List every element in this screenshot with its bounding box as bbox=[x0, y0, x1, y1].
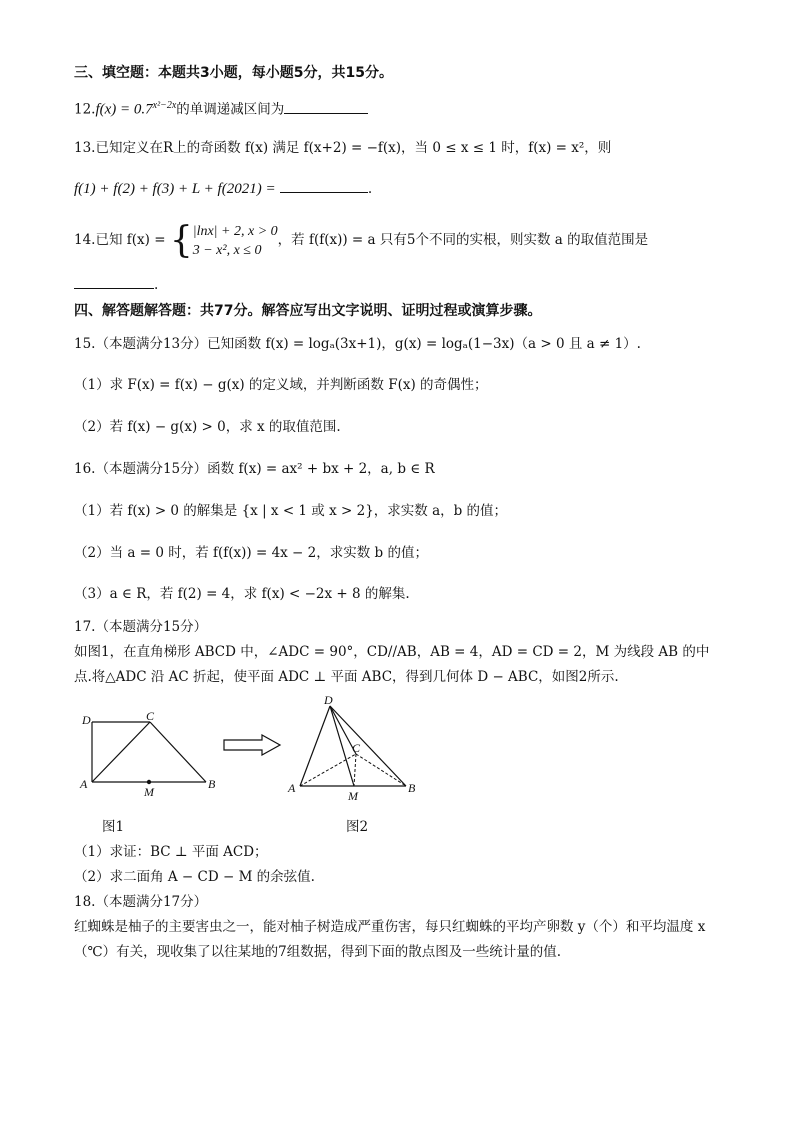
fig1-label-a: A bbox=[80, 777, 88, 791]
q12-text: 的单调递减区间为 bbox=[176, 101, 285, 118]
q12-answer-blank[interactable] bbox=[284, 101, 368, 114]
fig1-point-m bbox=[147, 780, 151, 784]
q15-header: 15.（本题满分13分）已知函数 f(x) = logₐ(3x+1)，g(x) = logₐ(1−3x)（a > 0 且 a ≠ 1）. bbox=[74, 336, 641, 352]
q13-number: 13. bbox=[74, 140, 96, 156]
q17-part-1: （1）求证：BC ⊥ 平面 ACD； bbox=[74, 844, 268, 860]
q14-case-1: |lnx| + 2, x > 0 bbox=[192, 223, 278, 239]
q18-line-2: （℃）有关，现收集了以往某地的7组数据，得到下面的散点图及一些统计量的值. bbox=[74, 944, 561, 960]
fig1-label-m: M bbox=[144, 785, 154, 799]
fig2-label-d: D bbox=[324, 694, 333, 707]
fold-arrow-icon bbox=[222, 734, 284, 756]
figure-1-caption: 图1 bbox=[102, 819, 125, 835]
q14-answer-line: . bbox=[74, 276, 158, 294]
q16-part-1: （1）若 f(x) > 0 的解集是 {x | x < 1 或 x > 2}，求实数 a，b 的值； bbox=[74, 503, 508, 519]
fig2-label-b: B bbox=[408, 781, 416, 795]
q14-suffix: ，若 f(f(x)) = a 只有5个不同的实根，则实数 a 的取值范围是 bbox=[277, 232, 649, 248]
figure-2-tetrahedron bbox=[286, 694, 422, 806]
fig2-edge-cm bbox=[354, 754, 356, 786]
question-14 bbox=[74, 220, 648, 260]
question-13-line1 bbox=[74, 139, 611, 157]
q18-line-1: 红蜘蛛是柚子的主要害虫之一，能对柚子树造成严重伤害，每只红蜘蛛的平均产卵数 y（个）和平均温度 x bbox=[74, 919, 706, 935]
q17-header: 17.（本题满分15分） bbox=[74, 619, 208, 635]
q12-exponent: x²−2x bbox=[152, 100, 177, 111]
fig2-edge-ac bbox=[300, 754, 356, 786]
section-3-title: 三、填空题：本题共3小题，每小题5分，共15分。 bbox=[74, 65, 393, 81]
q16-part-3: （3）a ∈ R，若 f(2) = 4，求 f(x) < −2x + 8 的解集. bbox=[74, 586, 410, 602]
fig2-edge-cb bbox=[356, 754, 406, 786]
fig2-label-m: M bbox=[348, 789, 358, 803]
q14-case-2: 3 − x², x ≤ 0 bbox=[192, 242, 262, 258]
q13-sum-expression: f(1) + f(2) + f(3) + L + f(2021) = bbox=[74, 181, 276, 197]
figure-2-caption: 图2 bbox=[346, 819, 369, 835]
q14-answer-blank[interactable] bbox=[74, 276, 154, 289]
q12-formula: f(x) = 0.7 bbox=[95, 101, 153, 118]
fig1-edge-ac bbox=[92, 722, 150, 782]
q16-part-2: （2）当 a = 0 时，若 f(f(x)) = 4x − 2，求实数 b 的值； bbox=[74, 545, 428, 561]
q14-number: 14. bbox=[74, 232, 96, 248]
question-13-line2: f(1) + f(2) + f(3) + L + f(2021) = . bbox=[74, 181, 373, 197]
figure-1-trapezoid bbox=[76, 710, 226, 800]
fig1-label-b: B bbox=[208, 777, 216, 791]
fig1-edge-cb bbox=[150, 722, 206, 782]
q14-prefix: 已知 f(x) = bbox=[95, 232, 166, 248]
question-12 bbox=[74, 97, 368, 119]
q14-brace: { bbox=[169, 219, 193, 261]
q13-line1-text: 已知定义在R上的奇函数 f(x) 满足 f(x+2) = −f(x)，当 0 ≤ x ≤ 1 时，f(x) = x²，则 bbox=[95, 140, 612, 156]
q16-header: 16.（本题满分15分）函数 f(x) = ax² + bx + 2，a, b ∈ R bbox=[74, 461, 435, 477]
q17-line-2: 点.将△ADC 沿 AC 折起，使平面 ADC ⊥ 平面 ABC，得到几何体 D − ABC，如图2所示. bbox=[74, 669, 619, 685]
q18-header: 18.（本题满分17分） bbox=[74, 894, 208, 910]
fig2-edge-da bbox=[300, 706, 330, 786]
q14-cases bbox=[193, 222, 278, 260]
fig1-label-d: D bbox=[82, 713, 91, 727]
fig1-label-c: C bbox=[146, 710, 155, 723]
q12-number: 12. bbox=[74, 101, 96, 118]
fig2-label-a: A bbox=[288, 781, 296, 795]
section-4-title: 四、解答题解答题：共77分。解答应写出文字说明、证明过程或演算步骤。 bbox=[74, 303, 542, 319]
q15-part-1: （1）求 F(x) = f(x) − g(x) 的定义域，并判断函数 F(x) 的奇偶性； bbox=[74, 377, 488, 393]
q17-line-1: 如图1，在直角梯形 ABCD 中，∠ADC = 90°，CD//AB，AB = 4，AD = CD = 2，M 为线段 AB 的中 bbox=[74, 644, 710, 660]
q15-part-2: （2）若 f(x) − g(x) > 0，求 x 的取值范围. bbox=[74, 419, 341, 435]
q17-part-2: （2）求二面角 A − CD − M 的余弦值. bbox=[74, 869, 315, 885]
q13-answer-blank[interactable] bbox=[280, 180, 368, 193]
fig2-label-c: C bbox=[352, 741, 361, 755]
